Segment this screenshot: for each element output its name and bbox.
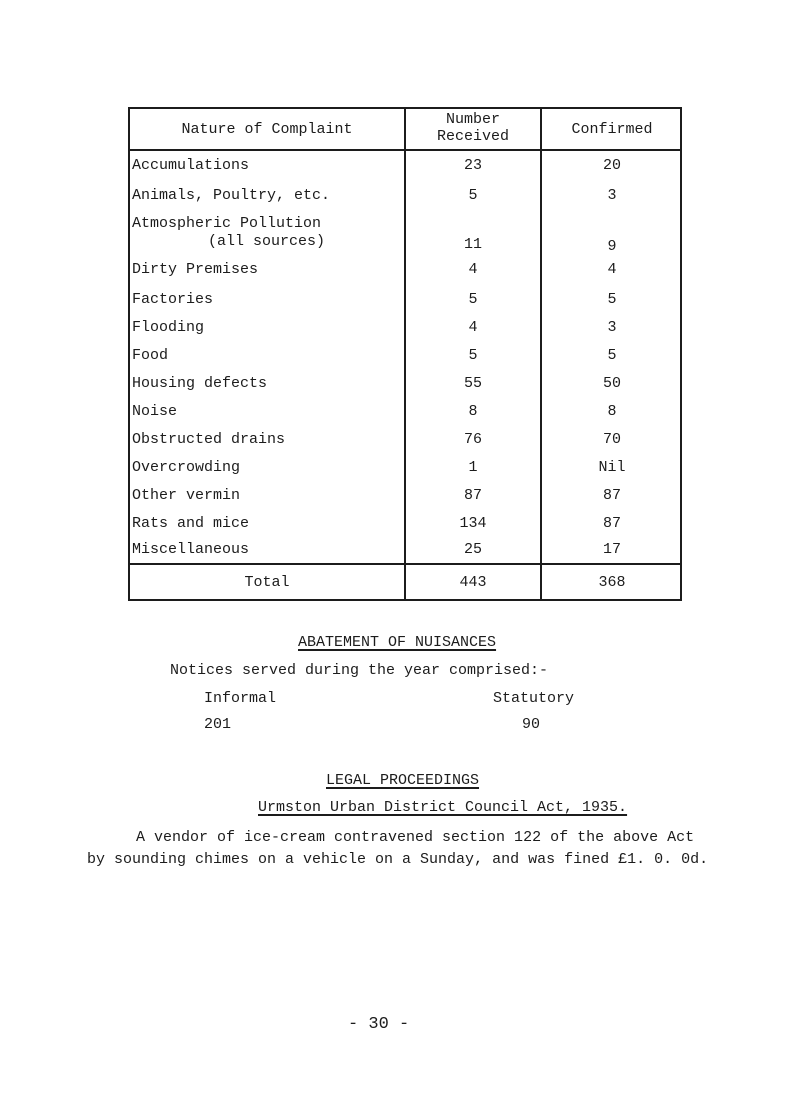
row-confirmed: 87: [602, 487, 621, 504]
header-number-line1: Number: [445, 111, 500, 128]
total-divider: [130, 563, 680, 565]
row-confirmed: 17: [602, 541, 621, 558]
row-received: 55: [463, 375, 482, 392]
row-received: 87: [463, 487, 482, 504]
row-name: Noise: [132, 403, 178, 420]
header-divider: [130, 149, 680, 151]
abatement-intro: Notices served during the year comprised:-: [170, 662, 549, 679]
legal-paragraph-line1: A vendor of ice-cream contravened section 122 of the above Act: [136, 829, 695, 846]
header-number-line2: Received: [436, 128, 509, 145]
row-confirmed: 4: [607, 261, 617, 278]
complaints-table: [128, 107, 682, 601]
row-received: 23: [463, 157, 482, 174]
statutory-label: Statutory: [493, 690, 575, 707]
row-confirmed: 9: [607, 238, 617, 255]
row-confirmed: 70: [602, 431, 621, 448]
row-confirmed: 5: [607, 291, 617, 308]
row-received: 8: [468, 403, 478, 420]
legal-subheading: Urmston Urban District Council Act, 1935.: [258, 799, 628, 816]
row-name: Flooding: [132, 319, 205, 336]
header-confirmed: Confirmed: [571, 121, 653, 138]
row-name: Atmospheric Pollution: [132, 215, 322, 232]
row-name: Factories: [132, 291, 214, 308]
row-name: Dirty Premises: [132, 261, 259, 278]
row-received: 4: [468, 261, 478, 278]
legal-heading: LEGAL PROCEEDINGS: [326, 772, 480, 789]
row-received: 5: [468, 347, 478, 364]
statutory-value: 90: [522, 716, 541, 733]
header-nature: Nature of Complaint: [181, 121, 353, 138]
total-received: 443: [459, 574, 487, 591]
row-received: 5: [468, 291, 478, 308]
row-confirmed: 8: [607, 403, 617, 420]
informal-value: 201: [204, 716, 232, 733]
row-name: Housing defects: [132, 375, 268, 392]
row-received: 4: [468, 319, 478, 336]
total-confirmed: 368: [598, 574, 626, 591]
row-name-continued: (all sources): [208, 233, 326, 250]
row-name: Animals, Poultry, etc.: [132, 187, 331, 204]
total-label: Total: [244, 574, 290, 591]
row-received: 1: [468, 459, 478, 476]
row-confirmed: 20: [602, 157, 621, 174]
row-confirmed: 50: [602, 375, 621, 392]
row-received: 11: [463, 236, 482, 253]
row-confirmed: 3: [607, 319, 617, 336]
row-name: Obstructed drains: [132, 431, 286, 448]
informal-label: Informal: [204, 690, 277, 707]
row-confirmed: 5: [607, 347, 617, 364]
abatement-heading: ABATEMENT OF NUISANCES: [298, 634, 497, 651]
row-received: 134: [459, 515, 487, 532]
row-received: 76: [463, 431, 482, 448]
row-confirmed: 3: [607, 187, 617, 204]
page-number: - 30 -: [348, 1015, 410, 1034]
row-name: Overcrowding: [132, 459, 241, 476]
row-name: Food: [132, 347, 169, 364]
legal-paragraph-line2: by sounding chimes on a vehicle on a Sunday, and was fined £1. 0. 0d.: [87, 851, 709, 868]
row-name: Accumulations: [132, 157, 250, 174]
row-name: Miscellaneous: [132, 541, 250, 558]
row-confirmed: Nil: [598, 459, 626, 476]
row-name: Rats and mice: [132, 515, 250, 532]
row-name: Other vermin: [132, 487, 241, 504]
row-received: 5: [468, 187, 478, 204]
row-confirmed: 87: [602, 515, 621, 532]
row-received: 25: [463, 541, 482, 558]
